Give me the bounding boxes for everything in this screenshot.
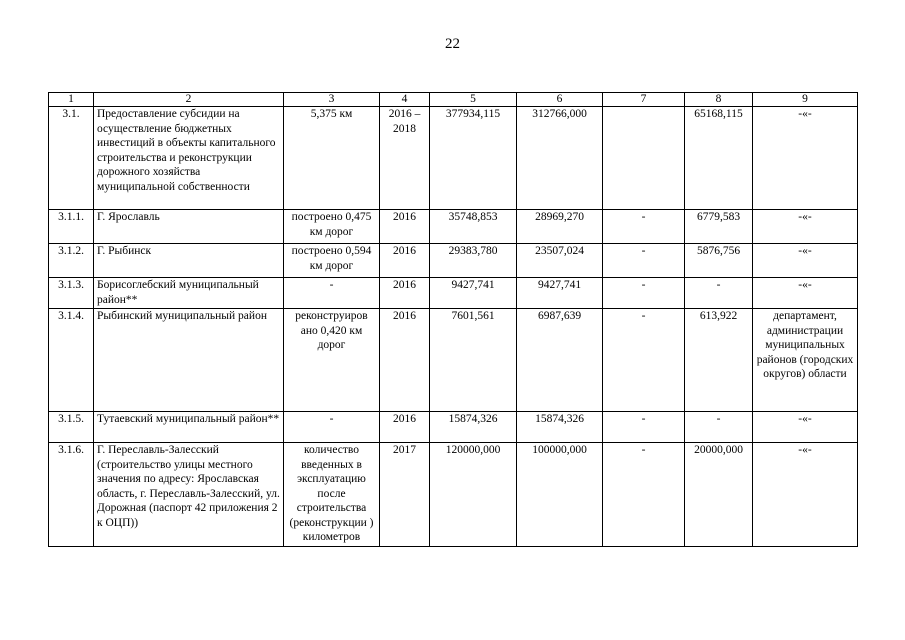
table-row: [49, 309, 858, 412]
column-header: 2: [94, 93, 284, 107]
item-regional-budget: 100000,000: [517, 443, 603, 547]
item-executor: -«-: [753, 412, 858, 443]
item-regional-budget: 312766,000: [517, 107, 603, 210]
item-total: 15874,326: [430, 412, 517, 443]
item-name: Предоставление субсидии на осуществление бюджетных инвестиций в объекты капитального строительства и реконструкции дорожного хозяйства муниципальной собственности: [94, 107, 284, 210]
column-header: 9: [753, 93, 858, 107]
item-local-budget: -: [685, 278, 753, 309]
table-row: [49, 107, 858, 210]
item-total: 120000,000: [430, 443, 517, 547]
item-local-budget: 613,922: [685, 309, 753, 412]
item-result: 5,375 км: [284, 107, 380, 210]
item-number: 3.1.6.: [49, 443, 94, 547]
item-executor: -«-: [753, 443, 858, 547]
item-total: 9427,741: [430, 278, 517, 309]
item-federal-budget: [603, 107, 685, 210]
item-local-budget: 6779,583: [685, 210, 753, 244]
item-executor: -«-: [753, 107, 858, 210]
item-name: Борисоглебский муниципальный район**: [94, 278, 284, 309]
item-executor: департамент, администрации муниципальных районов (городских округов) области: [753, 309, 858, 412]
table-row: [49, 412, 858, 443]
item-result: построено 0,475 км дорог: [284, 210, 380, 244]
item-federal-budget: -: [603, 443, 685, 547]
item-result: -: [284, 412, 380, 443]
item-period: 2017: [380, 443, 430, 547]
table-row: [49, 443, 858, 547]
item-period: 2016: [380, 278, 430, 309]
item-name: Г. Рыбинск: [94, 244, 284, 278]
item-name: Г. Переславль-Залесский (строительство улицы местного значения по адресу: Ярославская область, г. Переславль-Залесский, ул. Дорожная (паспорт 42 приложения 2 к ОЦП)): [94, 443, 284, 547]
item-result: -: [284, 278, 380, 309]
item-federal-budget: -: [603, 244, 685, 278]
item-federal-budget: -: [603, 309, 685, 412]
item-executor: -«-: [753, 210, 858, 244]
item-period: 2016: [380, 412, 430, 443]
item-number: 3.1.3.: [49, 278, 94, 309]
item-regional-budget: 15874,326: [517, 412, 603, 443]
column-header: 8: [685, 93, 753, 107]
table-row: [49, 278, 858, 309]
item-regional-budget: 28969,270: [517, 210, 603, 244]
program-table: [48, 92, 858, 547]
item-name: Г. Ярославль: [94, 210, 284, 244]
column-header: 4: [380, 93, 430, 107]
table-row: [49, 244, 858, 278]
item-federal-budget: -: [603, 412, 685, 443]
item-executor: -«-: [753, 244, 858, 278]
column-header: 5: [430, 93, 517, 107]
item-result: построено 0,594 км дорог: [284, 244, 380, 278]
column-header: 3: [284, 93, 380, 107]
page-number: 22: [445, 36, 460, 52]
item-local-budget: 65168,115: [685, 107, 753, 210]
item-period: 2016 – 2018: [380, 107, 430, 210]
item-number: 3.1.2.: [49, 244, 94, 278]
item-period: 2016: [380, 244, 430, 278]
item-result: реконструиров ано 0,420 км дорог: [284, 309, 380, 412]
item-total: 377934,115: [430, 107, 517, 210]
item-local-budget: 5876,756: [685, 244, 753, 278]
item-total: 7601,561: [430, 309, 517, 412]
item-period: 2016: [380, 309, 430, 412]
column-header: 1: [49, 93, 94, 107]
item-regional-budget: 23507,024: [517, 244, 603, 278]
item-name: Рыбинский муниципальный район: [94, 309, 284, 412]
item-total: 35748,853: [430, 210, 517, 244]
column-header: 7: [603, 93, 685, 107]
item-number: 3.1.: [49, 107, 94, 210]
item-federal-budget: -: [603, 278, 685, 309]
item-local-budget: 20000,000: [685, 443, 753, 547]
item-executor: -«-: [753, 278, 858, 309]
item-local-budget: -: [685, 412, 753, 443]
table-row: [49, 210, 858, 244]
item-name: Тутаевский муниципальный район**: [94, 412, 284, 443]
table-header-row: [49, 93, 858, 107]
item-total: 29383,780: [430, 244, 517, 278]
item-number: 3.1.4.: [49, 309, 94, 412]
item-federal-budget: -: [603, 210, 685, 244]
item-regional-budget: 9427,741: [517, 278, 603, 309]
item-number: 3.1.1.: [49, 210, 94, 244]
item-period: 2016: [380, 210, 430, 244]
item-regional-budget: 6987,639: [517, 309, 603, 412]
column-header: 6: [517, 93, 603, 107]
item-number: 3.1.5.: [49, 412, 94, 443]
item-result: количество введенных в эксплуатацию после строительства (реконструкции ) километров: [284, 443, 380, 547]
